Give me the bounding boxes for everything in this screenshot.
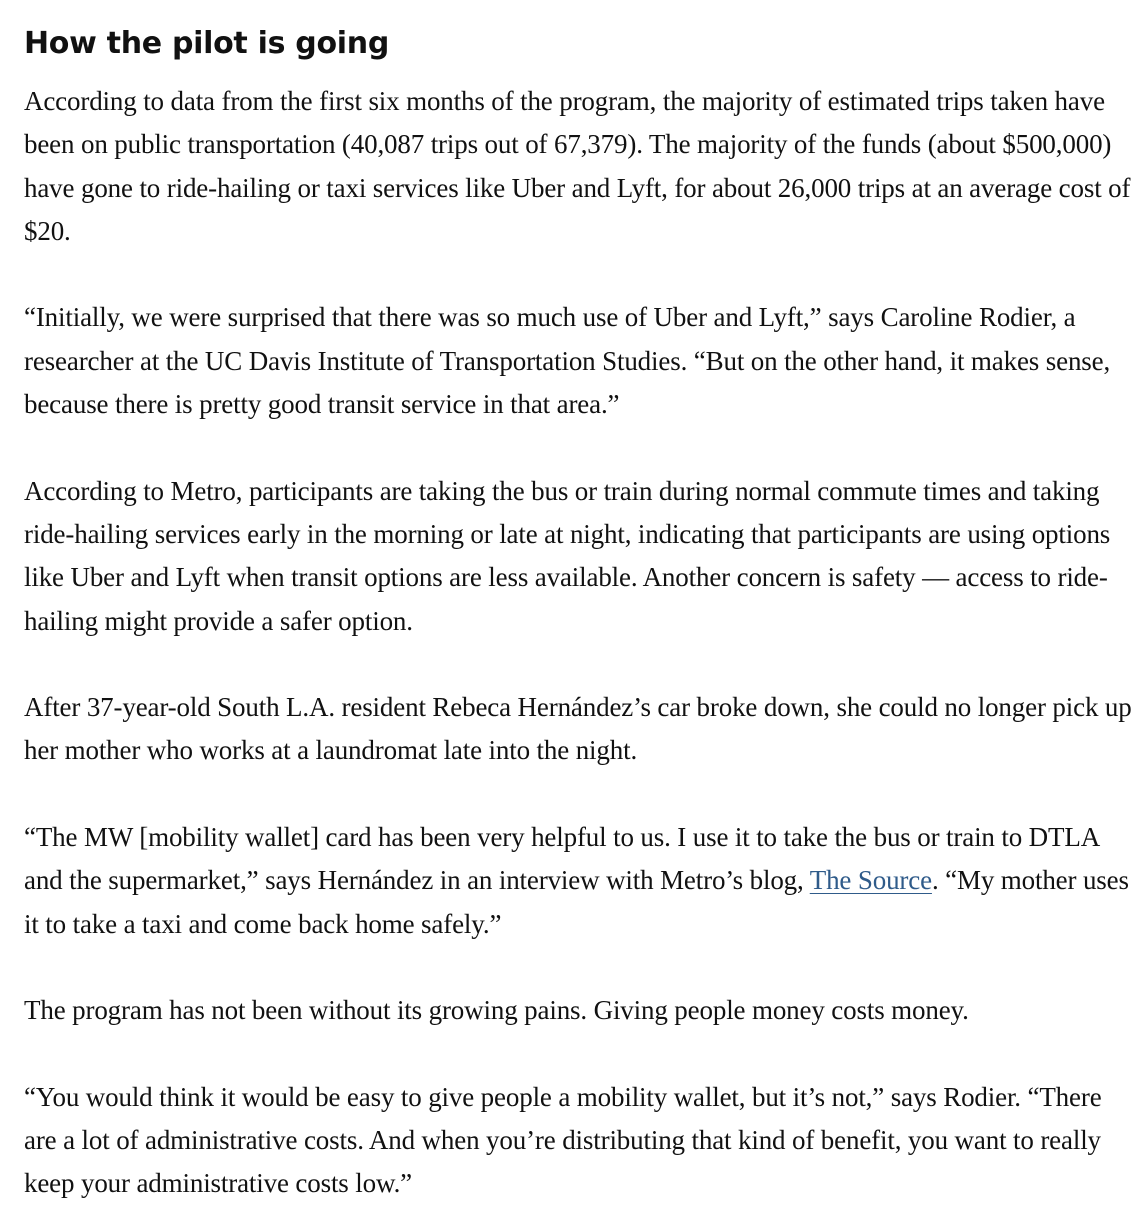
the-source-link[interactable]: The Source [809,865,932,896]
paragraph-administrative-costs: “You would think it would be easy to give people a mobility wallet, but it’s not,” says Rodier. “There are a lot of administrative costs. And when you’re distributing that kind of benefit, you want to really keep your administrative costs low.” [24,1081,1102,1199]
paragraph-trip-data: According to data from the first six months of the program, the majority of estimated trips taken have been on public transportation (40,087 trips out of 67,379). The majority of the funds (about $500,000) have gone to ride-hailing or taxi services like Uber and Lyft, for about 26,000 trips at an average cost of $20. [24,86,1131,246]
quote-text-after-link: . “My mother uses it to take a taxi and come back home safely.” [24,865,1129,939]
paragraph-hernandez-quote [24,816,1140,946]
quote-text-before-link: “The MW [mobility wallet] card has been very helpful to us. I use it to take the bus or train to DTLA and the supermarket,” says Hernández in an interview with Metro’s blog, [24,822,1099,896]
article-body [24,22,1140,1206]
paragraph-rodier-quote: “Initially, we were surprised that there was so much use of Uber and Lyft,” says Caroline Rodier, a researcher at the UC Davis Institute of Transportation Studies. “But on the other hand, it makes sense, because there is pretty good transit service in that area.” [24,302,1111,420]
section-heading: How the pilot is going [24,26,389,61]
paragraph-metro-findings: According to Metro, participants are taking the bus or train during normal commute times and taking ride-hailing services early in the morning or late at night, indicating that participants are using options like Uber and Lyft when transit options are less available. Another concern is safety — access to ride-hailing might provide a safer option. [24,475,1111,636]
paragraph-hernandez-intro: After 37-year-old South L.A. resident Rebeca Hernández’s car broke down, she could no longer pick up her mother who works at a laundromat late into the night. [24,692,1132,766]
paragraph-growing-pains: The program has not been without its growing pains. Giving people money costs money. [24,995,969,1026]
